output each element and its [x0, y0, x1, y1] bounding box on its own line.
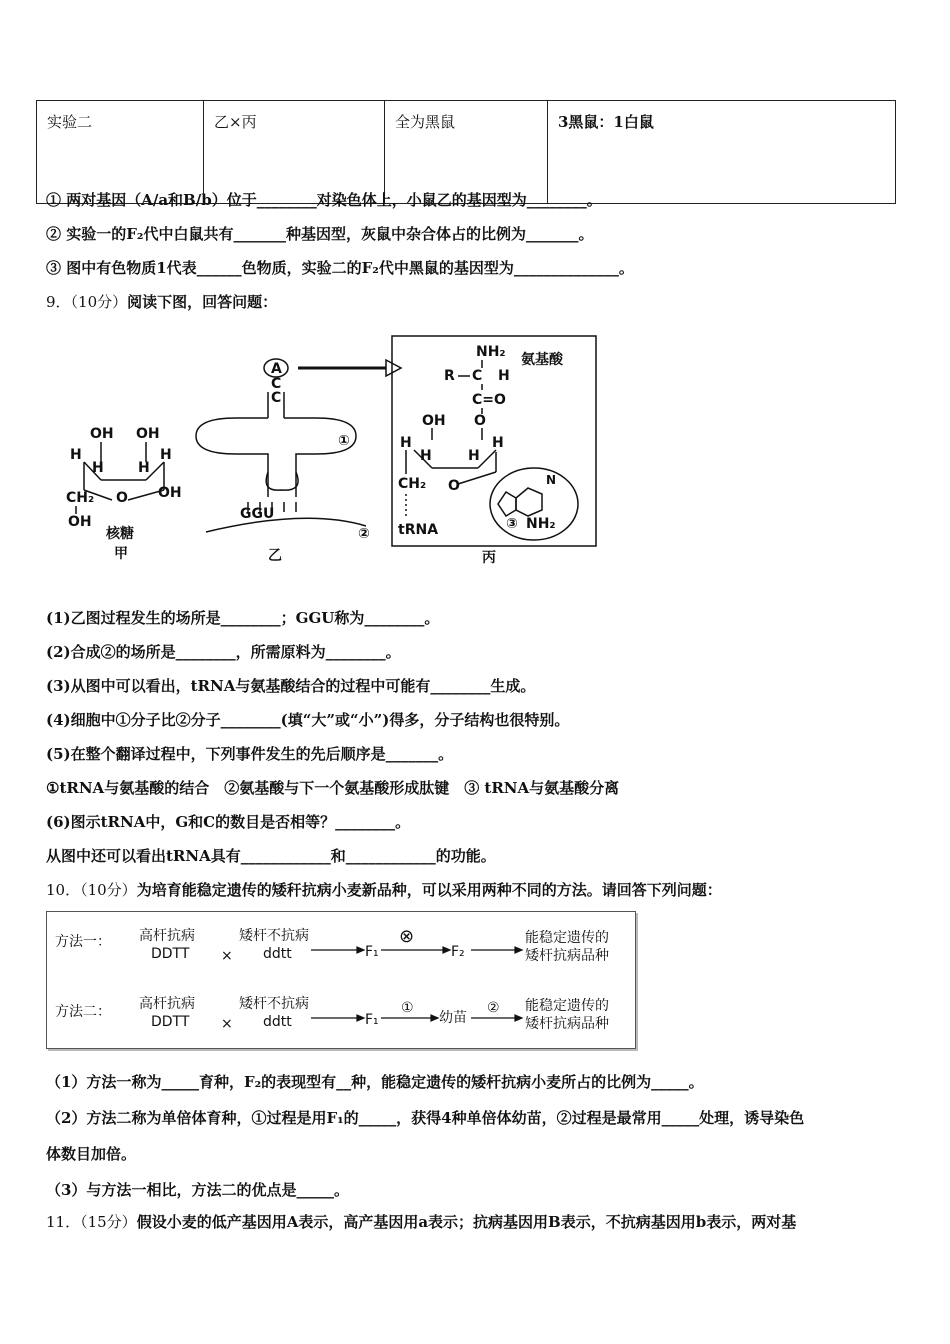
- jia-label: 甲: [114, 546, 128, 562]
- base-n: N: [546, 473, 557, 487]
- q9-line: (6)图示tRNA中，G和C的数目是否相等？________。: [46, 813, 411, 831]
- ribose-label: 核糖: [106, 526, 134, 542]
- table-cell: 全为黑鼠: [385, 101, 548, 204]
- f2-label: F₂: [451, 944, 465, 960]
- bing-r: R: [444, 368, 455, 384]
- q10-line: （3）与方法一相比，方法二的优点是_____。: [46, 1181, 349, 1199]
- question-text: 阅读下图，回答问题：: [127, 293, 278, 311]
- q9-line: (1)乙图过程发生的场所是________；GGU称为________。: [46, 609, 440, 627]
- bing-c-eq-o: C=O: [472, 392, 506, 408]
- bing-o-ring: O: [448, 478, 460, 494]
- cross-sign: ×: [221, 948, 233, 964]
- q8-line-3: ③ 图中有色物质1代表______色物质，实验二的F₂代中黑鼠的基因型为______________。: [46, 259, 634, 277]
- marker-1: ①: [338, 433, 350, 449]
- method-2-label: 方法二：: [55, 1004, 111, 1020]
- jia-ch2: CH₂: [66, 490, 95, 506]
- parent-2-genotype: ddtt: [263, 946, 292, 962]
- parent-2-name: 矮杆不抗病: [239, 928, 309, 944]
- jia-h-2: H: [92, 460, 104, 476]
- question-number: 9．（10分）: [46, 293, 128, 311]
- bing-h-1: H: [400, 435, 412, 451]
- result-1-line-2: 矮杆抗病品种: [525, 948, 609, 964]
- f1-label: F₁: [365, 944, 379, 960]
- trna-c-1: C: [271, 376, 282, 392]
- question-number: 11．（15分）: [46, 1213, 137, 1231]
- q10-line: 体数目加倍。: [46, 1145, 137, 1163]
- self-cross-symbol: ⊗: [399, 926, 415, 947]
- q9-line: 从图中还可以看出tRNA具有____________和____________的功能。: [46, 847, 496, 865]
- q9-line: (4)细胞中①分子比②分子________(填“大”或“小”)得多，分子结构也很特别。: [46, 711, 570, 729]
- table-row: [37, 101, 896, 204]
- bing-oh: OH: [422, 413, 446, 429]
- bing-ch2: CH₂: [398, 476, 427, 492]
- q9-line: (5)在整个翻译过程中，下列事件发生的先后顺序是_______。: [46, 745, 454, 763]
- amino-acid-label: 氨基酸: [521, 352, 563, 368]
- seedling-label: 幼苗: [439, 1010, 467, 1026]
- parent-1-name: 高杆抗病: [139, 928, 195, 944]
- bing-label: 丙: [482, 550, 496, 566]
- bing-h: H: [498, 368, 510, 384]
- table-cell: 乙×丙: [204, 101, 385, 204]
- jia-oh-3: OH: [158, 485, 182, 501]
- q9-line: ①tRNA与氨基酸的结合 ②氨基酸与下一个氨基酸形成肽键 ③ tRNA与氨基酸分离: [46, 779, 620, 797]
- jia-o: O: [116, 490, 128, 506]
- trna-figure: [46, 322, 606, 572]
- q10-header: [46, 880, 722, 900]
- trna-label: tRNA: [398, 522, 439, 538]
- result-1-line-1: 能稳定遗传的: [525, 930, 609, 946]
- breeding-figure: [46, 911, 636, 1049]
- step-2-marker: ②: [487, 1000, 500, 1016]
- jia-oh-1: OH: [90, 426, 114, 442]
- bing-nh2: NH₂: [476, 344, 506, 360]
- result-table: [36, 100, 896, 204]
- method-1-label: 方法一：: [55, 934, 111, 950]
- q9-line: (2)合成②的场所是________，所需原料为________。: [46, 643, 401, 661]
- f1-label: F₁: [365, 1012, 379, 1028]
- q11-header: [46, 1212, 796, 1232]
- question-text: 假设小麦的低产基因用A表示，高产基因用a表示；抗病基因用B表示，不抗病基因用b表示，两对基: [136, 1213, 797, 1231]
- question-text: 为培育能稳定遗传的矮秆抗病小麦新品种，可以采用两种不同的方法。请回答下列问题：: [136, 881, 722, 899]
- yi-label: 乙: [268, 548, 282, 564]
- jia-h-4: H: [160, 447, 172, 463]
- q9-line: (3)从图中可以看出，tRNA与氨基酸结合的过程中可能有________生成。: [46, 677, 536, 695]
- q8-line-2: ② 实验一的F₂代中白鼠共有_______种基因型，灰鼠中杂合体占的比例为_______。: [46, 225, 594, 243]
- jia-oh-2: OH: [136, 426, 160, 442]
- bing-o: O: [474, 413, 486, 429]
- table-cell: 3黑鼠：1白鼠: [548, 101, 896, 204]
- parent-1-genotype: DDTT: [151, 1014, 190, 1030]
- bing-c: C: [472, 368, 483, 384]
- jia-h-3: H: [138, 460, 150, 476]
- step-1-marker: ①: [401, 1000, 414, 1016]
- marker-2: ②: [358, 526, 370, 542]
- bing-h-3: H: [468, 448, 480, 464]
- anticodon-ggu: GGU: [240, 506, 275, 522]
- table-cell: 实验二: [37, 101, 204, 204]
- jia-h-1: H: [70, 447, 82, 463]
- question-number: 10．（10分）: [46, 881, 137, 899]
- breeding-diagram: [47, 912, 635, 1048]
- q10-line: （1）方法一称为_____育种，F₂的表现型有__种，能稳定遗传的矮杆抗病小麦所占的比例为_____。: [46, 1073, 704, 1091]
- bing-h-4: H: [492, 435, 504, 451]
- trna-a: A: [271, 361, 282, 377]
- trna-c-2: C: [271, 390, 282, 406]
- cross-sign: ×: [221, 1016, 233, 1032]
- parent-2-genotype: ddtt: [263, 1014, 292, 1030]
- parent-1-genotype: DDTT: [151, 946, 190, 962]
- q8-line-1: ① 两对基因（A/a和B/b）位于________对染色体上，小鼠乙的基因型为________。: [46, 191, 602, 209]
- base-nh2: NH₂: [526, 516, 556, 532]
- parent-1-name: 高杆抗病: [139, 996, 195, 1012]
- marker-3: ③: [506, 516, 518, 532]
- result-2-line-2: 矮杆抗病品种: [525, 1016, 609, 1032]
- bing-h-2: H: [420, 448, 432, 464]
- parent-2-name: 矮杆不抗病: [239, 996, 309, 1012]
- q10-line: （2）方法二称为单倍体育种，①过程是用F₁的_____，获得4种单倍体幼苗，②过程是最常用_____处理，诱导染色: [46, 1109, 805, 1127]
- q9-header: [46, 292, 277, 312]
- jia-oh-4: OH: [68, 514, 92, 530]
- result-2-line-1: 能稳定遗传的: [525, 998, 609, 1014]
